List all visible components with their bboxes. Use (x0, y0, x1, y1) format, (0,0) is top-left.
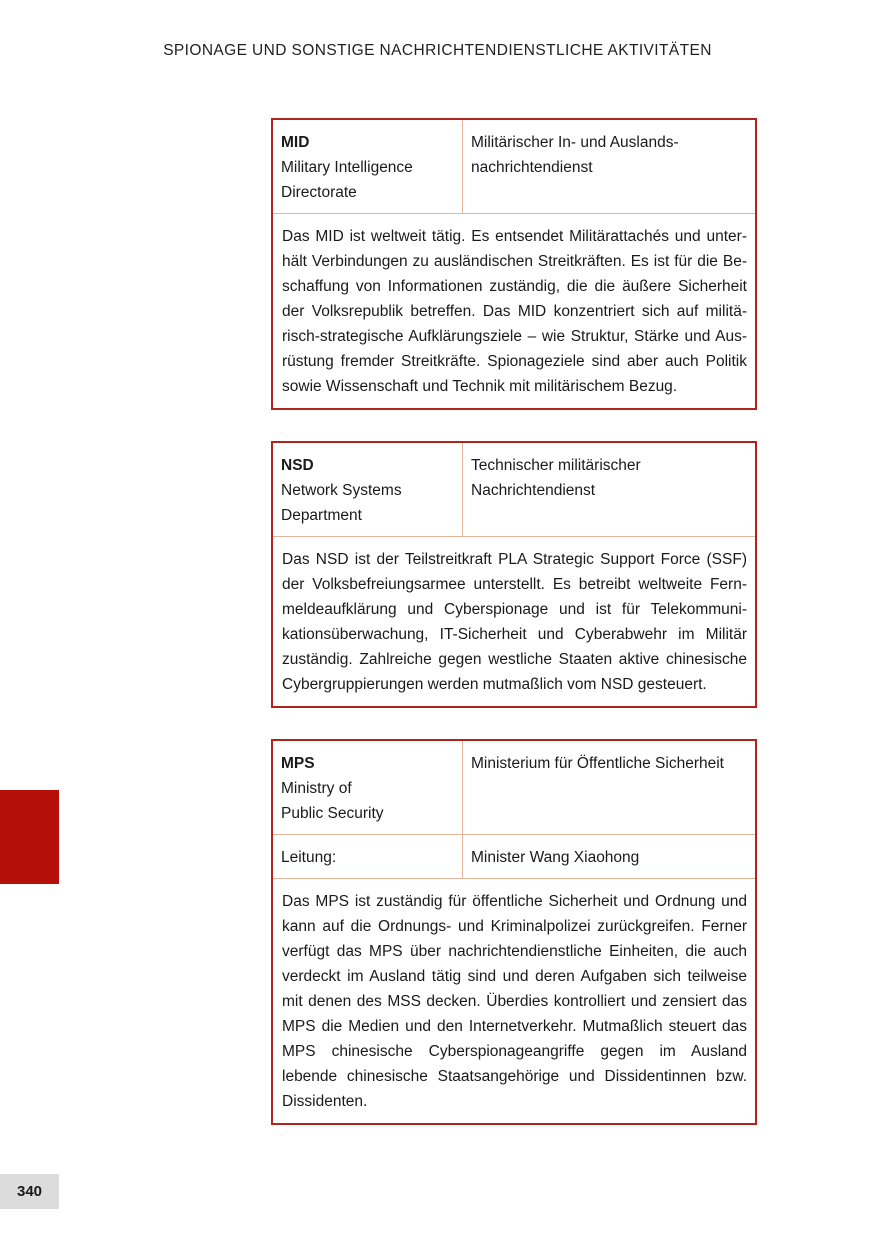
agency-abbreviation: MID (281, 134, 310, 151)
agency-header-row (273, 443, 755, 537)
agency-name-cell (273, 443, 463, 537)
agency-description: Das MPS ist zuständig für öffentliche Sicherheit und Ordnung und kann auf die Ordnungs- und Kriminalpolizei zurückgreifen. Ferner verfügt das MPS über nachrichtendienstliche Einheiten, die auch verdeckt im Ausland tätig sind und deren Aufgaben sich teilweise mit denen des MSS decken. Überdies kontrolliert und zensiert das MPS die Medien und den Internetverkehr. Mutmaßlich steuert das MPS chinesische Cyberspionageangriffe gegen im Ausland lebende chinesische Staatsangehörige und Dissidentinnen bzw. Dissidenten. (273, 879, 755, 1124)
agency-role-cell (463, 120, 756, 214)
agency-full-name-line1: Network Systems (281, 482, 402, 499)
leadership-value: Minister Wang Xiaohong (463, 835, 756, 879)
agency-name-cell (273, 741, 463, 835)
agency-role-cell (463, 741, 756, 835)
agency-full-name-line2: Department (281, 507, 362, 524)
agency-leadership-row (273, 835, 755, 879)
agency-description: Das NSD ist der Teilstreitkraft PLA Strategic Support Force (SSF) der Volksbefreiungsarmee unterstellt. Es betreibt weltweite Fernmeldeaufklärung und Cyberspionage und ist für Telekommunikationsüberwachung, IT-Sicherheit und Cyberabwehr im Militär zuständig. Zahlreiche gegen westliche Staaten aktive chinesische Cybergruppierungen werden mutmaßlich vom NSD gesteuert. (273, 537, 755, 707)
agency-box-nsd (271, 441, 757, 708)
agency-description-row (273, 879, 755, 1124)
agency-table-mps (273, 741, 755, 1123)
agency-box-mps (271, 739, 757, 1125)
agency-description: Das MID ist weltweit tätig. Es entsendet Militärattachés und unterhält Verbindungen zu ausländischen Streitkräften. Es ist für die Beschaffung von Informationen zuständig, die die äußere Sicherheit der Volksrepublik betreffen. Das MID konzentriert sich auf militärisch-strategische Aufklärungsziele – wie Struktur, Stärke und Ausrüstung fremder Streitkräfte. Spionageziele sind aber auch Politik sowie Wissenschaft und Technik mit militärischem Bezug. (273, 214, 755, 409)
agency-description-row (273, 537, 755, 707)
chapter-side-tab (0, 790, 59, 884)
running-title: SPIONAGE UND SONSTIGE NACHRICHTENDIENSTLICHE AKTIVITÄTEN (163, 42, 712, 59)
agency-table-mid (273, 120, 755, 408)
agency-description-row (273, 214, 755, 409)
agency-header-row (273, 741, 755, 835)
agency-name-cell (273, 120, 463, 214)
agency-full-name-line1: Military Intelligence (281, 159, 413, 176)
agency-role-cell (463, 443, 756, 537)
agency-table-nsd (273, 443, 755, 706)
leadership-label: Leitung: (273, 835, 463, 879)
agency-abbreviation: NSD (281, 457, 314, 474)
agency-role: Militärischer In- und Auslandsnachrichtendienst (471, 134, 679, 176)
agency-role: Ministerium für Öffentliche Sicherheit (471, 755, 724, 772)
agency-full-name-line1: Ministry of (281, 780, 352, 797)
page-number: 340 (0, 1174, 59, 1209)
agency-abbreviation: MPS (281, 755, 315, 772)
agency-header-row (273, 120, 755, 214)
agency-role: Technischer militärischer Nachrichtendienst (471, 457, 641, 499)
agency-full-name-line2: Directorate (281, 184, 357, 201)
agency-full-name-line2: Public Security (281, 805, 384, 822)
agency-box-mid (271, 118, 757, 410)
